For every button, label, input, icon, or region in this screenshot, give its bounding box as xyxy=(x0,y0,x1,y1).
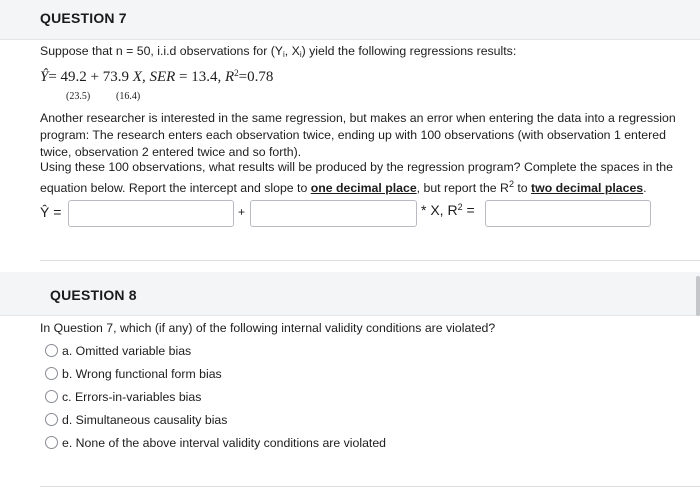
section-divider xyxy=(40,260,700,261)
se-slope: (16.4) xyxy=(116,91,141,102)
intercept-input[interactable] xyxy=(68,200,234,227)
se-intercept: (23.5) xyxy=(66,91,91,102)
option-c-radio[interactable] xyxy=(45,390,58,403)
bottom-divider xyxy=(40,486,700,487)
q8-prompt: In Question 7, which (if any) of the following internal validity conditions are violated? xyxy=(40,321,496,335)
option-c-label[interactable]: c. Errors-in-variables bias xyxy=(62,390,202,404)
question-8-header xyxy=(0,272,700,316)
q7-paragraph-2: Using these 100 observations, what results will be produced by the regression program? Complete the spaces in the equation below. Report the intercept and slope to one decimal place, but report the $R^2$ to two decimal places. xyxy=(40,160,673,195)
regression-equation: Ŷ= 49.2 + 73.9 X, SER = 13.4, $R^2=0.78$ xyxy=(40,68,274,85)
option-a-radio[interactable] xyxy=(45,344,58,357)
r2-input[interactable] xyxy=(485,200,651,227)
slope-input[interactable] xyxy=(250,200,417,227)
question-7-header xyxy=(0,0,700,40)
yhat-label: Ŷ = xyxy=(40,204,62,220)
one-decimal-emphasis: one decimal place xyxy=(310,181,417,195)
option-d-radio[interactable] xyxy=(45,413,58,426)
question-8-title: QUESTION 8 xyxy=(50,287,137,303)
option-b-radio[interactable] xyxy=(45,367,58,380)
q7-paragraph-1: Another researcher is interested in the same regression, but makes an error when entering the data into a regression program: The research enters each observation twice, ending up with 100 observations (with observation 1 entered twice, observation 2 entered twice and so forth). xyxy=(40,111,676,159)
two-decimal-emphasis: two decimal places xyxy=(531,181,644,195)
question-7-title: QUESTION 7 xyxy=(40,10,127,26)
option-d-label[interactable]: d. Simultaneous causality bias xyxy=(62,413,228,427)
scrollbar[interactable] xyxy=(696,276,700,316)
times-x-r2-label: * X, $R^2$ = xyxy=(421,202,475,218)
plus-label: + xyxy=(238,205,246,219)
option-a-label[interactable]: a. Omitted variable bias xyxy=(62,344,192,358)
option-e-label[interactable]: e. None of the above interval validity conditions are violated xyxy=(62,436,387,450)
q7-intro: Suppose that n = 50, i.i.d observations for ($Y_i$, $X_i$) yield the following regressions results: xyxy=(40,44,517,59)
option-b-label[interactable]: b. Wrong functional form bias xyxy=(62,367,222,381)
option-e-radio[interactable] xyxy=(45,436,58,449)
